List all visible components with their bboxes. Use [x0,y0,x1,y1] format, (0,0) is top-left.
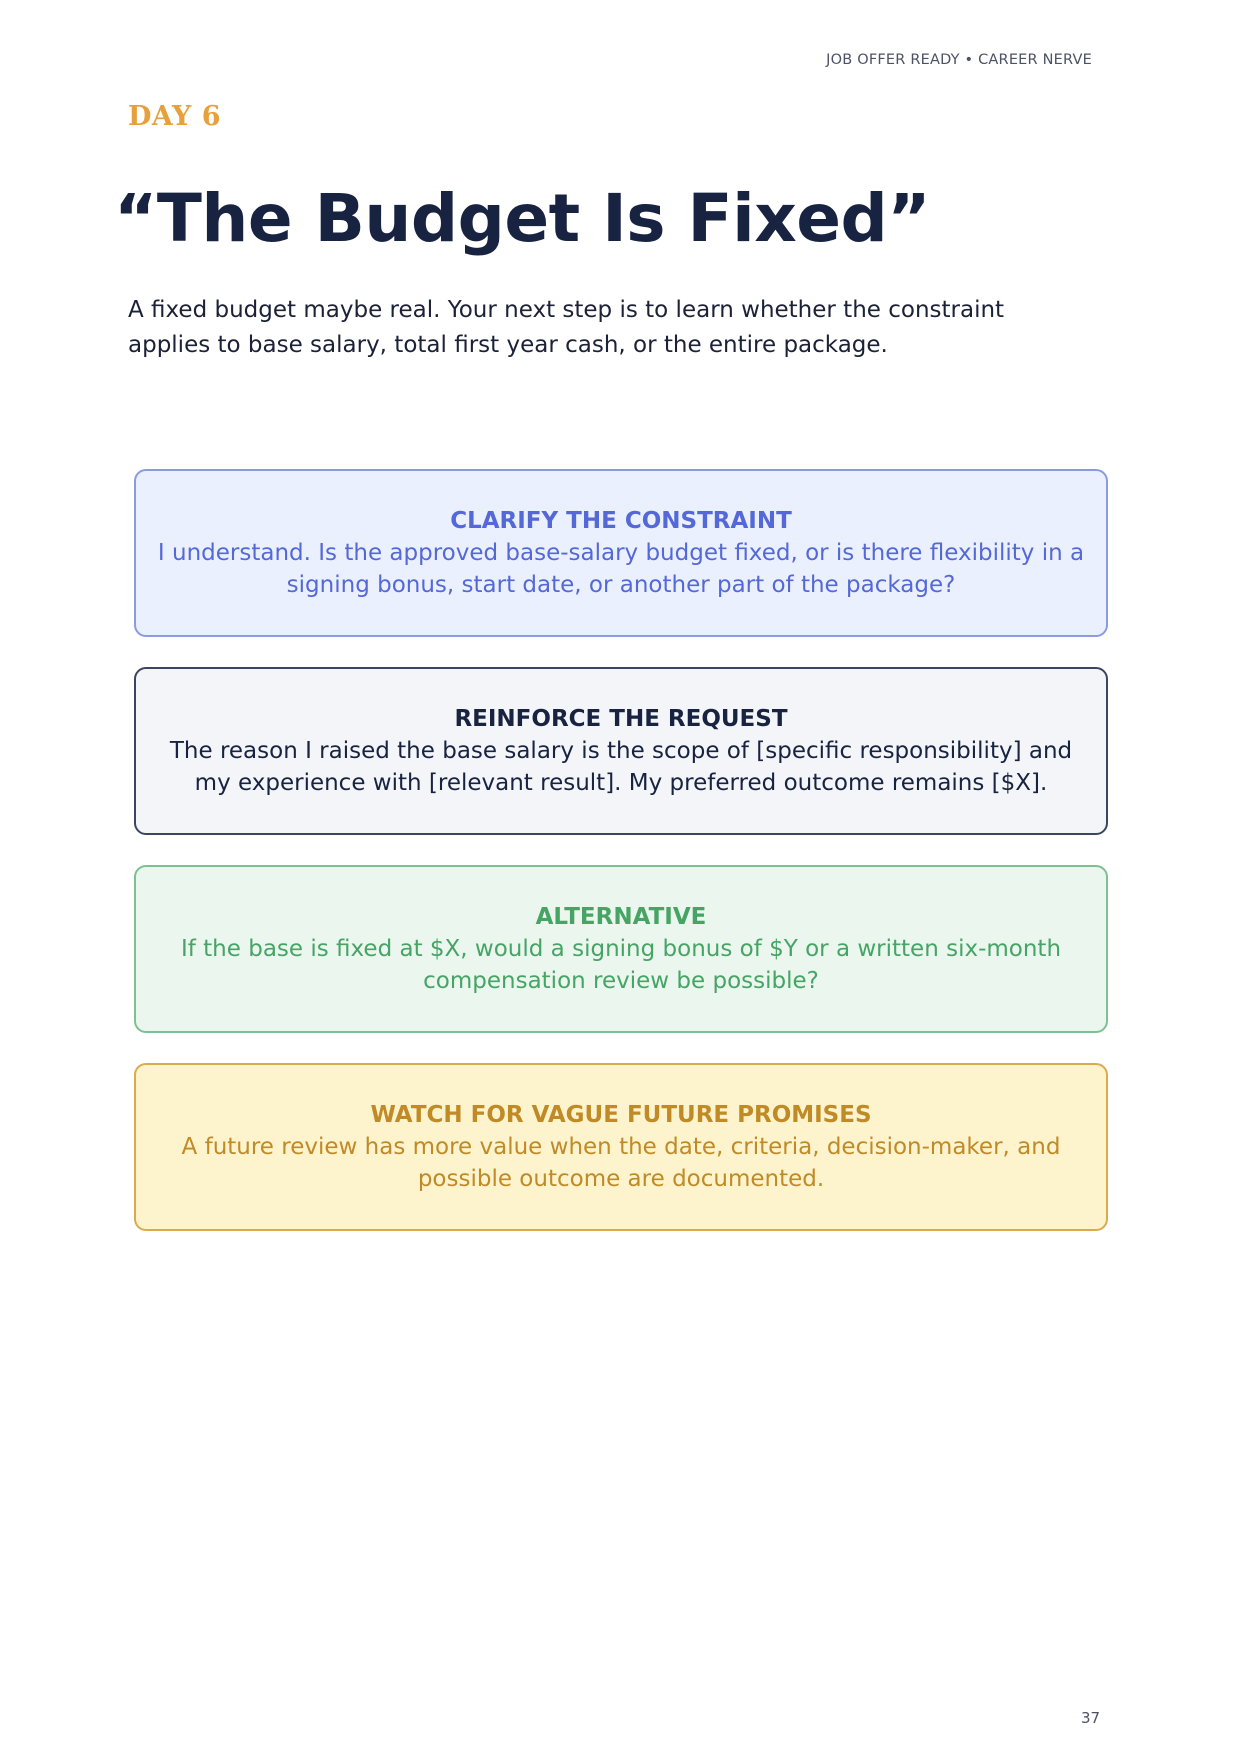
watch-vague-promises-box [134,1063,1108,1231]
reinforce-request-box [134,667,1108,835]
intro-paragraph: A fixed budget maybe real. Your next step is to learn whether the constraint applies to base salary, total first year cash, or the entire package. [128,297,1005,358]
alternative-box [134,865,1108,1033]
page-number: 37 [1081,1709,1101,1727]
box-text: A future review has more value when the date, criteria, decision-maker, and possible outcome are documented. [181,1134,1061,1192]
box-title: WATCH FOR VAGUE FUTURE PROMISES [370,1102,872,1128]
box-text: The reason I raised the base salary is the scope of [specific responsibility] and my experience with [relevant result]. My preferred outcome remains [$X]. [169,738,1073,796]
box-title: ALTERNATIVE [535,904,707,930]
box-text: If the base is fixed at $X, would a signing bonus of $Y or a written six-month compensation review be possible? [180,936,1062,994]
box-text: I understand. Is the approved base-salary budget fixed, or is there flexibility in a signing bonus, start date, or another part of the package? [157,540,1085,598]
day-label: DAY 6 [128,101,221,132]
box-title: REINFORCE THE REQUEST [454,706,788,732]
page-title: “The Budget Is Fixed” [114,180,931,257]
box-title: CLARIFY THE CONSTRAINT [450,508,792,534]
clarify-constraint-box [134,469,1108,637]
running-header: JOB OFFER READY • CAREER NERVE [826,52,1092,68]
